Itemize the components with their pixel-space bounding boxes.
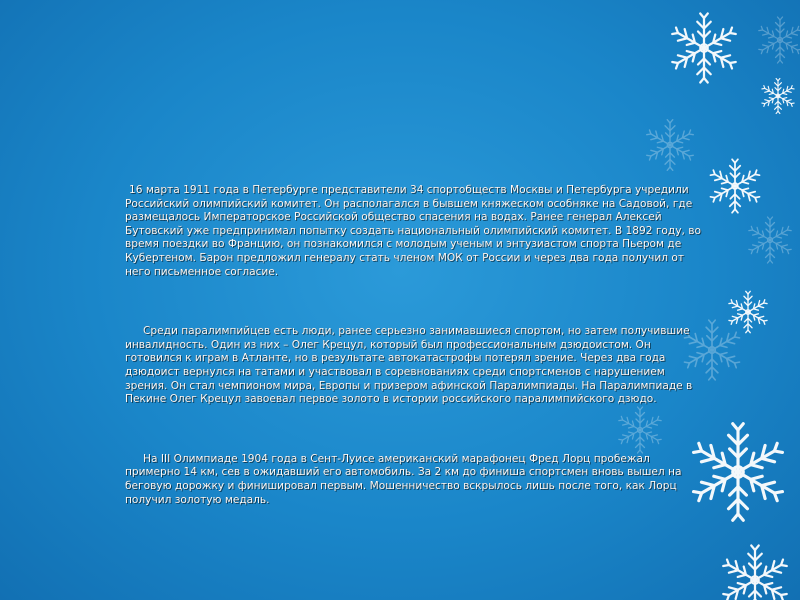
bullet-icon: [92, 184, 101, 196]
paragraph-2: [92, 325, 702, 407]
text-body: [92, 184, 702, 553]
snowflake-icon: [691, 424, 784, 521]
snowflake-icon: [671, 14, 738, 83]
snowflake-icon: [709, 159, 760, 212]
snowflake-icon: [646, 120, 695, 171]
paragraph-text: 16 марта 1911 года в Петербурге представители 34 спортобществ Москвы и Петербурга учредили Российский олимпийский комитет. Он располагался в бывшем княжеском особняке на Садовой, где размещалось Императорское Российской общество спасения на водах. Ранее генерал Алексей Бутовский уже предпринимал попытку создать национальный олимпийский комитет. В 1892 году, во время поездки во Францию, он познакомился с молодым ученым и энтузиастом спорта Пьером де Кубертеном. Барон предложил генералу стать членом МОК от России и через два года получил от него письменное согласие.: [125, 184, 701, 278]
paragraph-text: На III Олимпиаде 1904 года в Сент-Луисе американский марафонец Фред Лорц пробежал примерно 14 км, сев в ожидавший его автомобиль. За 2 км до финиша спортсмен вновь вышел на беговую дорожку и финишировал первым. Мошенничество вскрылось лишь после того, как Лорц получил золотую медаль.: [125, 452, 682, 506]
paragraph-1: [92, 184, 702, 279]
paragraph-3: [92, 453, 702, 507]
snowflake-icon: [761, 79, 795, 114]
bullet-icon: [92, 453, 101, 465]
snowflake-icon: [728, 291, 768, 332]
snowflake-icon: [722, 546, 789, 600]
snowflake-icon: [758, 17, 800, 63]
snowflake-icon: [748, 217, 792, 263]
paragraph-text: Среди паралимпийцев есть люди, ранее серьезно занимавшиеся спортом, но затем получившие инвалидность. Один из них – Олег Крецул, который был профессиональным дзюдоистом. Он готовился к играм в Атланте, но в результате автокатастрофы потерял зрение. Через два года дзюдоист вернулся на татами и участвовал в соревнованиях среди спортсменов с нарушением зрения. Он стал чемпионом мира, Европы и призером афинской Паралимпиады. На Паралимпиаде в Пекине Олег Крецул завоевал первое золото в истории российского паралимпийского дзюдо.: [125, 325, 693, 406]
bullet-icon: [92, 325, 101, 337]
